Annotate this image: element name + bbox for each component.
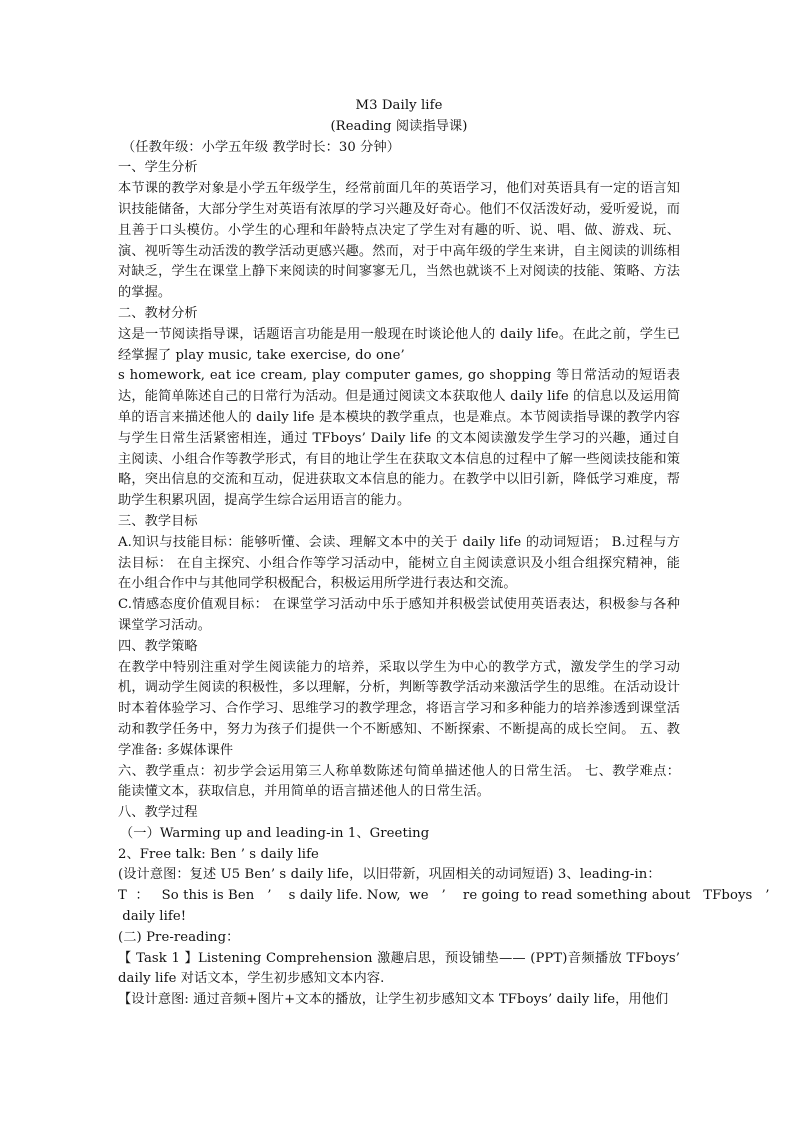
process-teacher-line-cont: daily life! (118, 909, 187, 925)
lesson-meta: （任教年级：小学五年级 教学时长：30 分钟） (122, 139, 401, 155)
teaching-goals-paragraph-ab: A.知识与技能目标：能够听懂、会读、理解文本中的关于 daily life 的动词短语； B.过程与方法目标： 在自主探究、小组合作等学习活动中，能树立自主阅读意识及小组合组探究精神，能在小组合作中与其他同学积极配合，积极运用所学进行表达和交流。 (118, 534, 680, 592)
teaching-goals-paragraph-c: C.情感态度价值观目标： 在课堂学习活动中乐于感知并积极尝试使用英语表达，积极参与各种课堂学习活动。 (118, 597, 680, 633)
process-design-intent-1: (设计意图：复述 U5 Ben’ s daily life，以旧带新，巩固相关的动词短语) 3、leading-in： (118, 867, 661, 883)
process-step-warming-up: （一）Warming up and leading-in 1、Greeting (120, 825, 430, 841)
document-page (118, 96, 770, 1011)
material-analysis-paragraph-a: 这是一节阅读指导课，话题语言功能是用一般现在时谈论他人的 daily life。在此之前，学生已经掌握了 play music, take exercise, do one’ (118, 326, 680, 363)
section-heading-material-analysis: 二、教材分析 (118, 305, 198, 321)
student-analysis-paragraph: 本节课的教学对象是小学五年级学生，经常前面几年的英语学习，他们对英语具有一定的语言知识技能储备，大部分学生对英语有浓厚的学习兴趣及好奇心。他们不仅活泼好动，爱听爱说，而且善于口头模仿。小学生的心理和年龄特点决定了学生对有趣的听、说、唱、做、游戏、玩、演、视听等生动活泼的教学活动更感兴趣。然而，对于中高年级的学生来讲，自主阅读的训练相对缺乏，学生在课堂上静下来阅读的时间寥寥无几，当然也就谈不上对阅读的技能、策略、方法的掌握。 (118, 181, 680, 301)
process-step-pre-reading: (二) Pre-reading： (118, 929, 240, 945)
section-heading-teaching-goals: 三、教学目标 (118, 513, 198, 529)
process-step-free-talk: 2、Free talk: Ben ’ s daily life (118, 846, 319, 862)
section-heading-teaching-process: 八、教学过程 (118, 805, 198, 821)
material-analysis-paragraph-b: s homework, eat ice cream, play computer games, go shopping 等日常活动的短语表达，能简单陈述自己的日常行为活动。但是通过阅读文本获取他人 daily life 的信息以及运用简单的语言来描述他人的 daily life 是本模块的教学重点，也是难点。本节阅读指导课的教学内容与学生日常生活紧密相连，通过 TFboys’ Daily life 的文本阅读激发学生学习的兴趣，通过自主阅读、小组合作等教学形式，有目的地让学生在获取文本信息的过程中了解一些阅读技能和策略，突出信息的交流和互动，促进获取文本信息的能力。在教学中以旧引新，降低学习难度，帮助学生积累巩固，提高学生综合运用语言的能力。 (118, 368, 680, 509)
section-heading-teaching-strategy: 四、教学策略 (118, 638, 198, 654)
teaching-focus-difficulty-paragraph: 六、教学重点：初步学会运用第三人称单数陈述句简单描述他人的日常生活。 七、教学难点：能读懂文本，获取信息，并用简单的语言描述他人的日常生活。 (118, 763, 680, 800)
process-teacher-line: T ： So this is Ben ’ s daily life. Now, we ’ re going to read something about TFboys ’ (118, 888, 770, 904)
section-heading-student-analysis: 一、学生分析 (118, 160, 198, 176)
document-subtitle: (Reading 阅读指导课) (330, 118, 468, 134)
process-design-intent-2: 【设计意图: 通过音频+图片+文本的播放，让学生初步感知文本 TFboys’ daily life，用他们 (118, 992, 669, 1008)
process-task-1: 【 Task 1 】Listening Comprehension 激趣启思，预设铺垫—— (PPT)音频播放 TFboys’ daily life 对话文本，学生初步感知文本内容. (118, 950, 680, 987)
document-title: M3 Daily life (355, 98, 443, 113)
teaching-strategy-paragraph: 在教学中特别注重对学生阅读能力的培养，采取以学生为中心的教学方式，激发学生的学习动机，调动学生阅读的积极性，多以理解，分析，判断等教学活动来激活学生的思维。在活动设计时本着体验学习、合作学习、思维学习的教学理念，将语言学习和多种能力的培养渗透到课堂活动和教学任务中，努力为孩子们提供一个不断感知、不断探索、不断提高的成长空间。 五、教学准备: 多媒体课件 (118, 659, 680, 758)
